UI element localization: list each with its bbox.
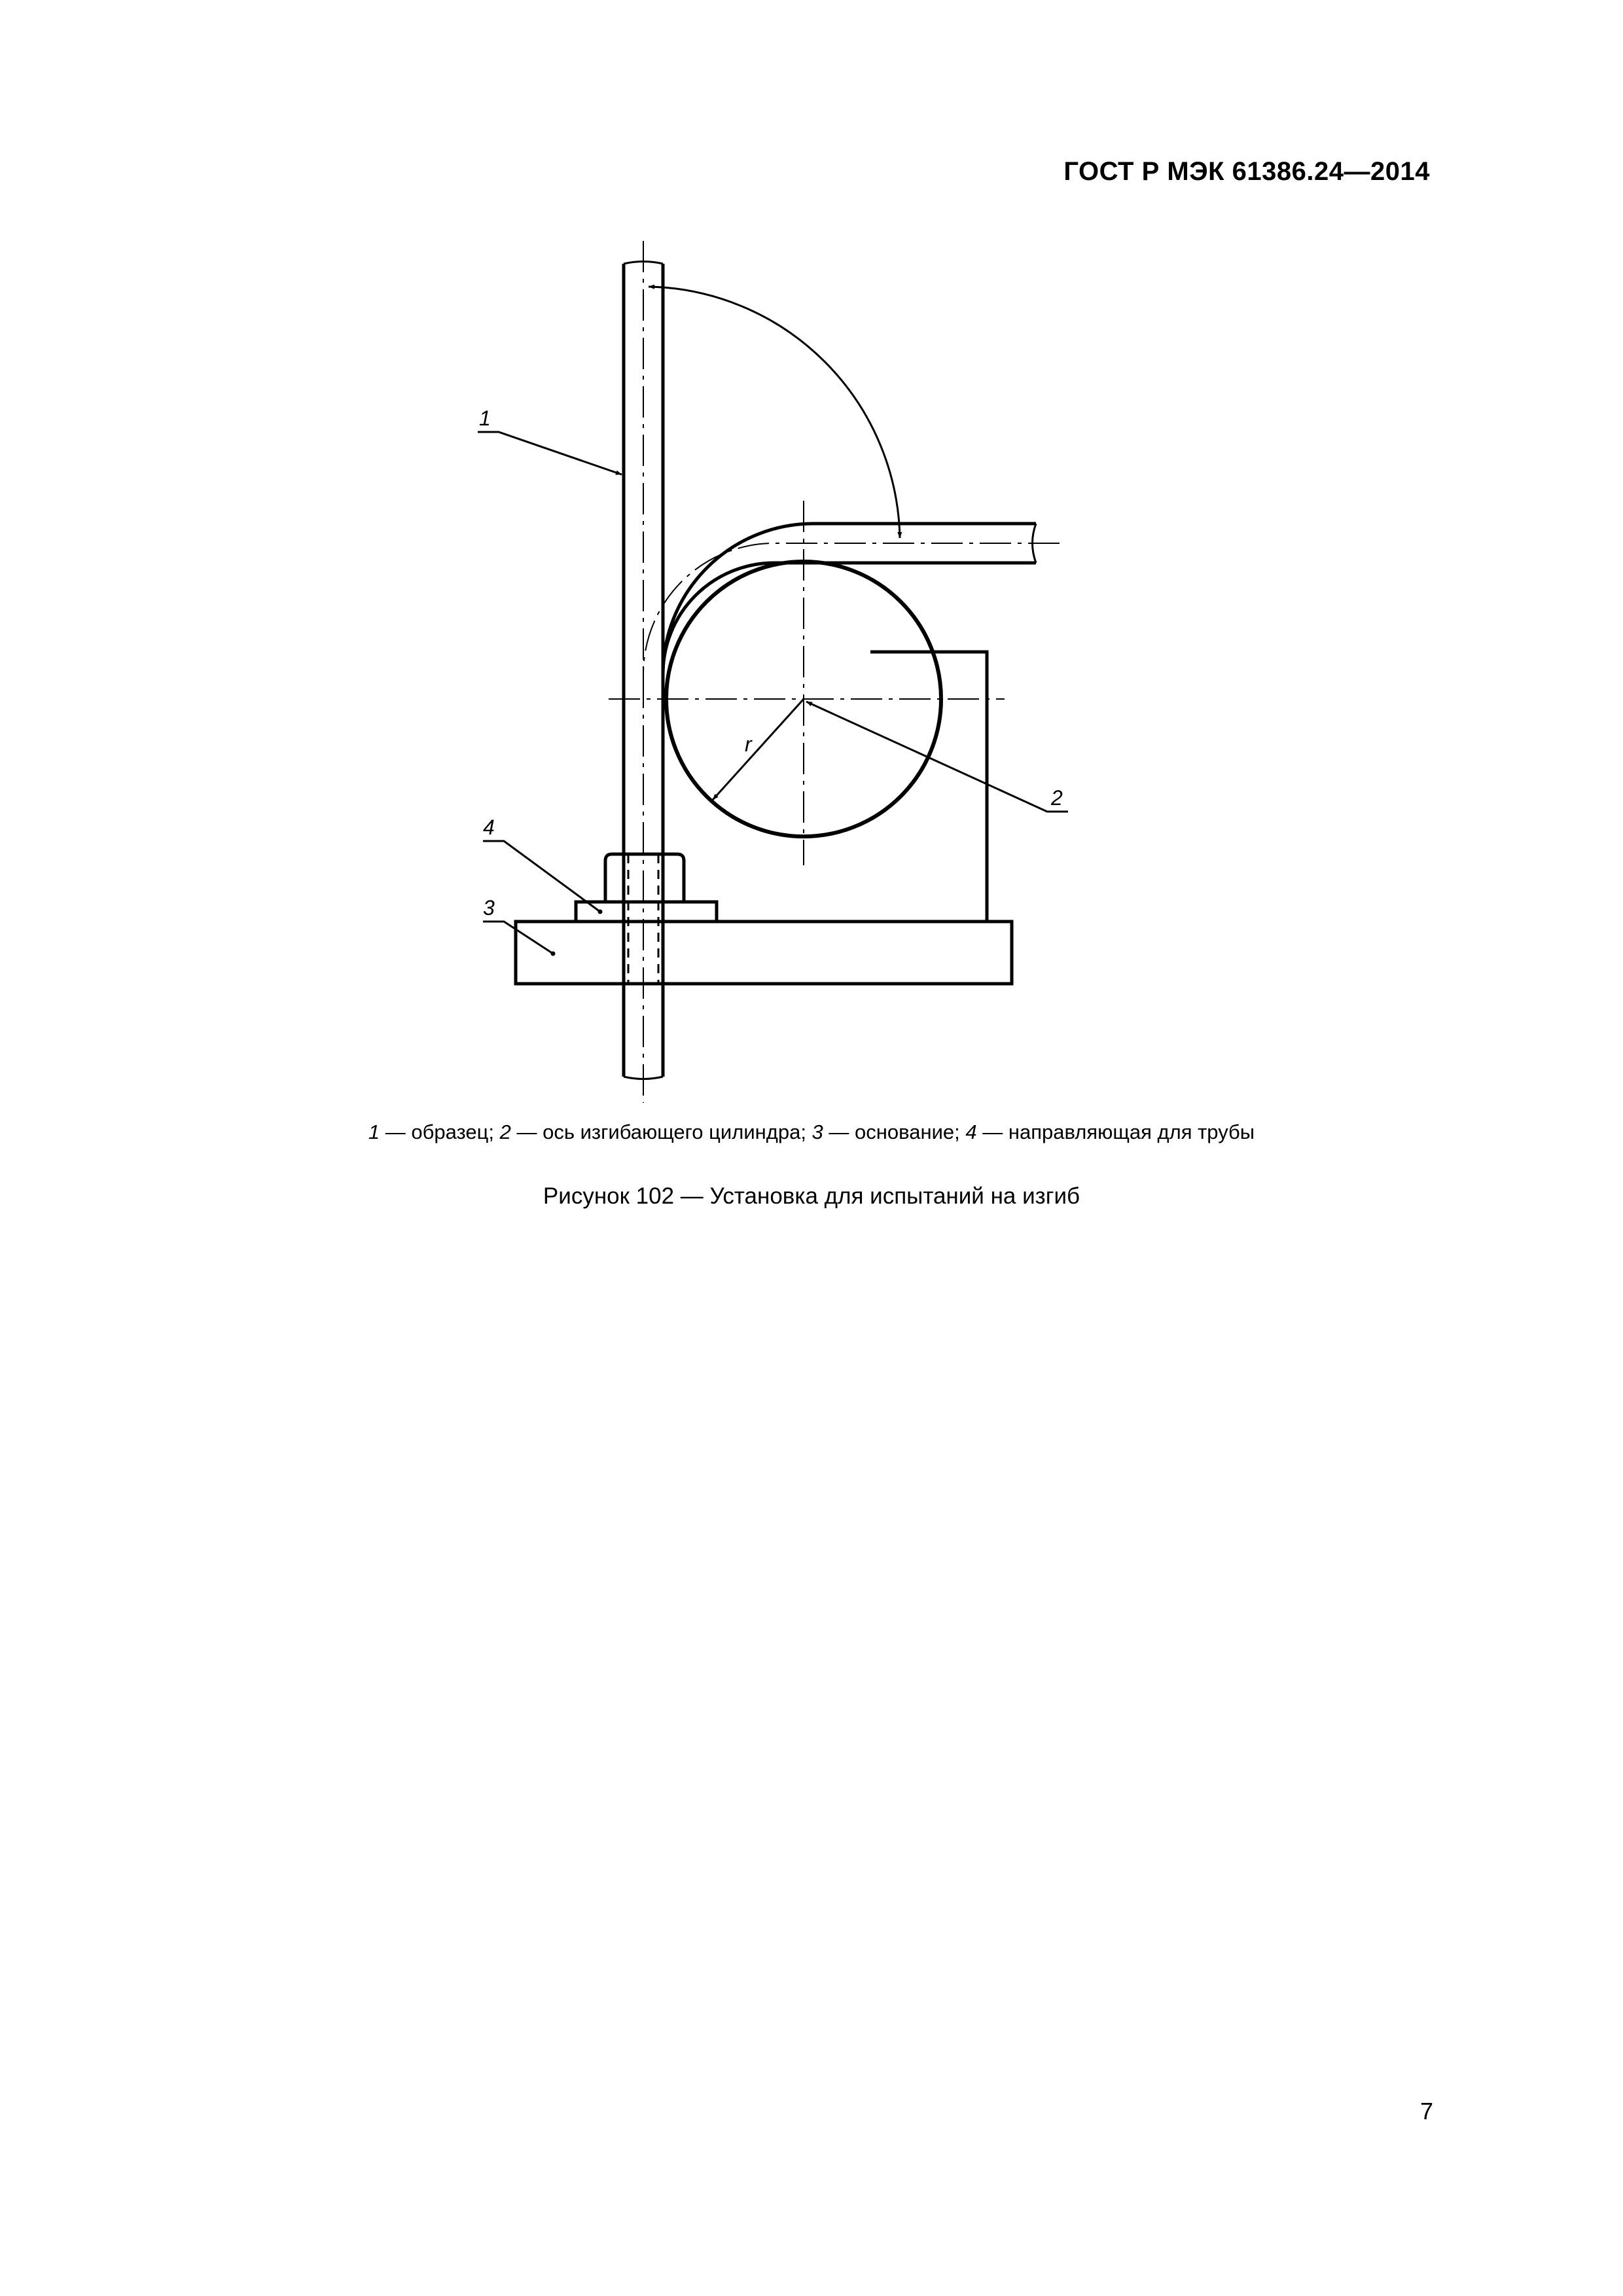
legend-item-4-text: — направляющая для трубы (976, 1121, 1255, 1143)
callout-2 (806, 702, 1068, 812)
legend-item-4-number: 4 (965, 1121, 977, 1143)
centre-lines (609, 241, 1065, 1103)
legend-item-3-text: — основание; (823, 1121, 966, 1143)
bend-test-figure (0, 0, 1623, 1113)
radius-label: r (745, 732, 752, 756)
callout-2-label: 2 (1051, 786, 1063, 810)
standard-designation: ГОСТ Р МЭК 61386.24—2014 (1063, 157, 1430, 186)
tube-guide (576, 854, 717, 922)
legend-item-2-number: 2 (499, 1121, 511, 1143)
legend-item-1-text: — образец; (380, 1121, 500, 1143)
radius-dimension (713, 699, 804, 800)
base (516, 922, 1012, 984)
callout-3 (483, 896, 556, 956)
callout-3-label: 3 (483, 896, 495, 920)
figure-legend (0, 1121, 1623, 1144)
legend-item-2-text: — ось изгибающего цилиндра; (510, 1121, 812, 1143)
figure-caption: Рисунок 102 — Установка для испытаний на изгиб (543, 1183, 1080, 1209)
bend-angle-arrow (649, 287, 900, 538)
cylinder-support (870, 652, 987, 922)
legend-item-3-number: 3 (812, 1121, 823, 1143)
specimen-tube-bent (663, 524, 1036, 699)
page-number: 7 (1419, 2098, 1433, 2125)
legend-item-1-number: 1 (368, 1121, 380, 1143)
callout-1 (478, 406, 622, 475)
callout-4 (483, 816, 603, 914)
callout-4-label: 4 (483, 816, 495, 839)
bend-test-drawing (0, 0, 1623, 1113)
callout-1-label: 1 (479, 406, 491, 430)
